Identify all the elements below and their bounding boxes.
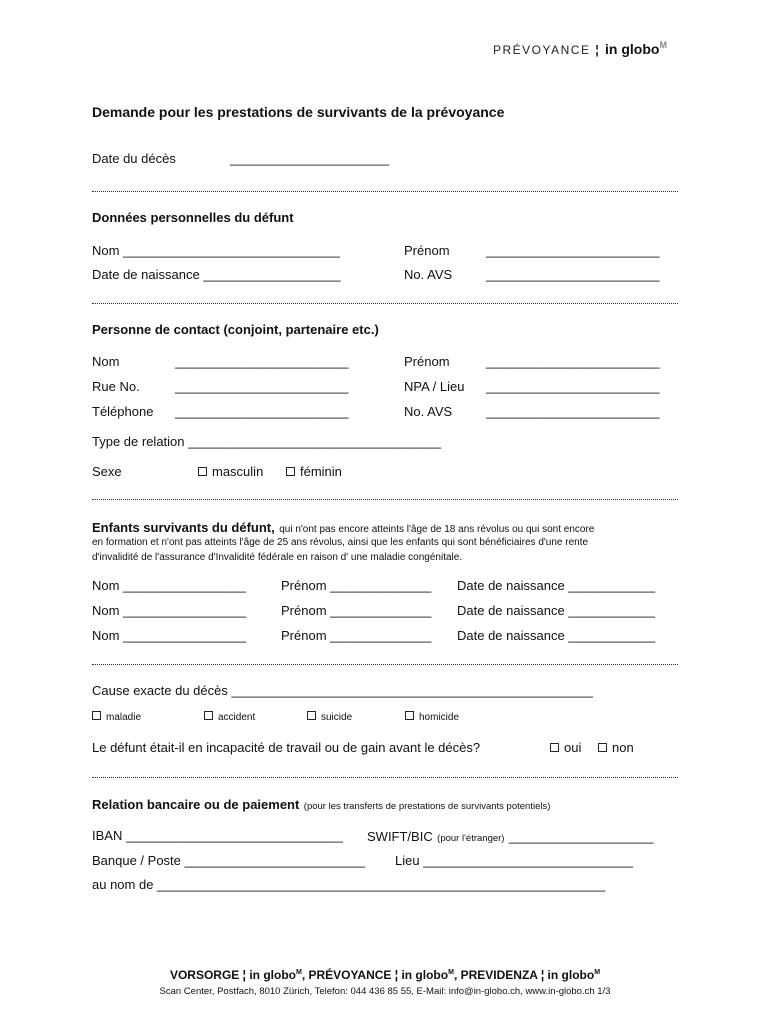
contact-npa-label: NPA / Lieu <box>404 379 465 394</box>
cause-option-label: suicide <box>321 712 353 723</box>
footer-mark: M <box>448 969 454 976</box>
child-2-firstname-field[interactable]: Prénom ______________ <box>281 603 432 618</box>
contact-firstname-field[interactable]: ________________________ <box>486 354 660 369</box>
deceased-avs-label: No. AVS <box>404 267 453 282</box>
incapacity-no-label: non <box>612 740 634 755</box>
bank-note: (pour les transferts de prestations de survivants potentiels) <box>303 801 551 812</box>
child-2-dob-field[interactable]: Date de naissance ____________ <box>457 603 656 618</box>
footer-mark: M <box>594 969 601 976</box>
child-1-name-field[interactable]: Nom _________________ <box>92 578 246 593</box>
logo-mark: M <box>659 40 669 50</box>
child-2-name-field[interactable]: Nom _________________ <box>92 603 246 618</box>
logo-separator: ¦ <box>595 43 601 57</box>
checkbox-icon[interactable] <box>286 467 295 476</box>
incapacity-question: Le défunt était-il en incapacité de travail ou de gain avant le décès? <box>92 740 481 755</box>
cause-option-suicide[interactable] <box>307 711 352 723</box>
cause-option-maladie[interactable] <box>92 711 141 723</box>
contact-name-field[interactable]: ________________________ <box>175 354 349 369</box>
contact-heading: Personne de contact (conjoint, partenaire etc.) <box>92 322 379 337</box>
deceased-name-field[interactable]: Nom ______________________________ <box>92 243 340 258</box>
footer-brand-previdenza: , PREVIDENZA ¦ in globo <box>453 968 595 982</box>
logo-prefix: PRÉVOYANCE <box>493 43 591 57</box>
contact-street-field[interactable]: ________________________ <box>175 379 349 394</box>
separator <box>92 303 678 304</box>
cause-option-homicide[interactable] <box>405 711 459 723</box>
contact-sex-label: Sexe <box>92 464 122 479</box>
sex-male-label: masculin <box>212 464 264 479</box>
contact-phone-label: Téléphone <box>92 404 154 419</box>
checkbox-icon[interactable] <box>598 743 607 752</box>
account-holder-field[interactable]: au nom de ______________________________________________________________ <box>92 877 606 892</box>
contact-name-label: Nom <box>92 354 120 369</box>
contact-avs-label: No. AVS <box>404 404 453 419</box>
footer-brands <box>0 968 770 982</box>
death-date-field[interactable]: ______________________ <box>230 151 390 166</box>
swift-label: SWIFT/BIC <box>367 829 433 844</box>
contact-phone-field[interactable]: ________________________ <box>175 404 349 419</box>
bank-heading: Relation bancaire ou de paiement <box>92 797 300 812</box>
page-title: Demande pour les prestations de survivants de la prévoyance <box>92 104 505 120</box>
footer-brand-vorsorge: VORSORGE ¦ in globo <box>169 968 296 982</box>
death-date-label: Date du décès <box>92 151 176 166</box>
deceased-firstname-label: Prénom <box>404 243 450 258</box>
child-3-dob-field[interactable]: Date de naissance ____________ <box>457 628 656 643</box>
separator <box>92 664 678 665</box>
contact-firstname-label: Prénom <box>404 354 450 369</box>
contact-avs-field[interactable]: ________________________ <box>486 404 660 419</box>
bank-location-field[interactable]: Lieu _____________________________ <box>395 853 633 868</box>
deceased-firstname-field[interactable]: ________________________ <box>486 243 660 258</box>
children-intro-3: d'invalidité de l'assurance d'Invalidité fédérale en raison d' une maladie congénitale. <box>92 552 463 563</box>
swift-field[interactable] <box>367 828 654 846</box>
sex-female-option[interactable] <box>286 464 342 479</box>
swift-note: (pour l'étranger) <box>437 833 505 844</box>
checkbox-icon[interactable] <box>550 743 559 752</box>
child-3-firstname-field[interactable]: Prénom ______________ <box>281 628 432 643</box>
children-heading-line <box>92 519 594 537</box>
deceased-avs-field[interactable]: ________________________ <box>486 267 660 282</box>
children-intro-2: en formation et n'ont pas atteints l'âge de 25 ans révolus, ainsi que les enfants qui sont bénéficiaires d'une rente <box>92 537 589 548</box>
deceased-dob-field[interactable]: Date de naissance ___________________ <box>92 267 341 282</box>
child-1-firstname-field[interactable]: Prénom ______________ <box>281 578 432 593</box>
cause-option-label: accident <box>218 712 256 723</box>
contact-street-label: Rue No. <box>92 379 140 394</box>
separator <box>92 777 678 778</box>
cause-of-death-field[interactable]: Cause exacte du décès __________________________________________________ <box>92 683 593 698</box>
brand-logo <box>493 40 668 57</box>
swift-blank[interactable]: ____________________ <box>508 829 654 844</box>
footer-contact: Scan Center, Postfach, 8010 Zürich, Telefon: 044 436 85 55, E-Mail: info@in-globo.ch, www.in-globo.ch 1/3 <box>159 986 611 997</box>
checkbox-icon[interactable] <box>405 711 414 720</box>
separator <box>92 191 678 192</box>
checkbox-icon[interactable] <box>204 711 213 720</box>
iban-field[interactable]: IBAN ______________________________ <box>92 828 343 843</box>
bank-name-field[interactable]: Banque / Poste _________________________ <box>92 853 366 868</box>
checkbox-icon[interactable] <box>307 711 316 720</box>
cause-option-label: homicide <box>419 712 460 723</box>
cause-option-accident[interactable] <box>204 711 255 723</box>
checkbox-icon[interactable] <box>92 711 101 720</box>
sex-male-option[interactable] <box>198 464 263 479</box>
contact-relation-field[interactable]: Type de relation ___________________________________ <box>92 434 442 449</box>
bank-heading-line <box>92 796 550 814</box>
checkbox-icon[interactable] <box>198 467 207 476</box>
footer-brand-prevoyance: , PRÉVOYANCE ¦ in globo <box>301 968 449 982</box>
cause-option-label: maladie <box>106 712 142 723</box>
contact-npa-field[interactable]: ________________________ <box>486 379 660 394</box>
children-intro-1: qui n'ont pas encore atteints l'âge de 18 ans révolus ou qui sont encore <box>279 524 595 535</box>
footer-mark: M <box>295 969 302 976</box>
incapacity-yes-option[interactable] <box>550 740 581 755</box>
incapacity-yes-label: oui <box>564 740 582 755</box>
children-heading: Enfants survivants du défunt, <box>92 520 275 535</box>
separator <box>92 499 678 500</box>
incapacity-no-option[interactable] <box>598 740 634 755</box>
deceased-heading: Données personnelles du défunt <box>92 210 294 225</box>
sex-female-label: féminin <box>300 464 342 479</box>
child-3-name-field[interactable]: Nom _________________ <box>92 628 246 643</box>
child-1-dob-field[interactable]: Date de naissance ____________ <box>457 578 656 593</box>
logo-brand: in globo <box>605 41 660 57</box>
